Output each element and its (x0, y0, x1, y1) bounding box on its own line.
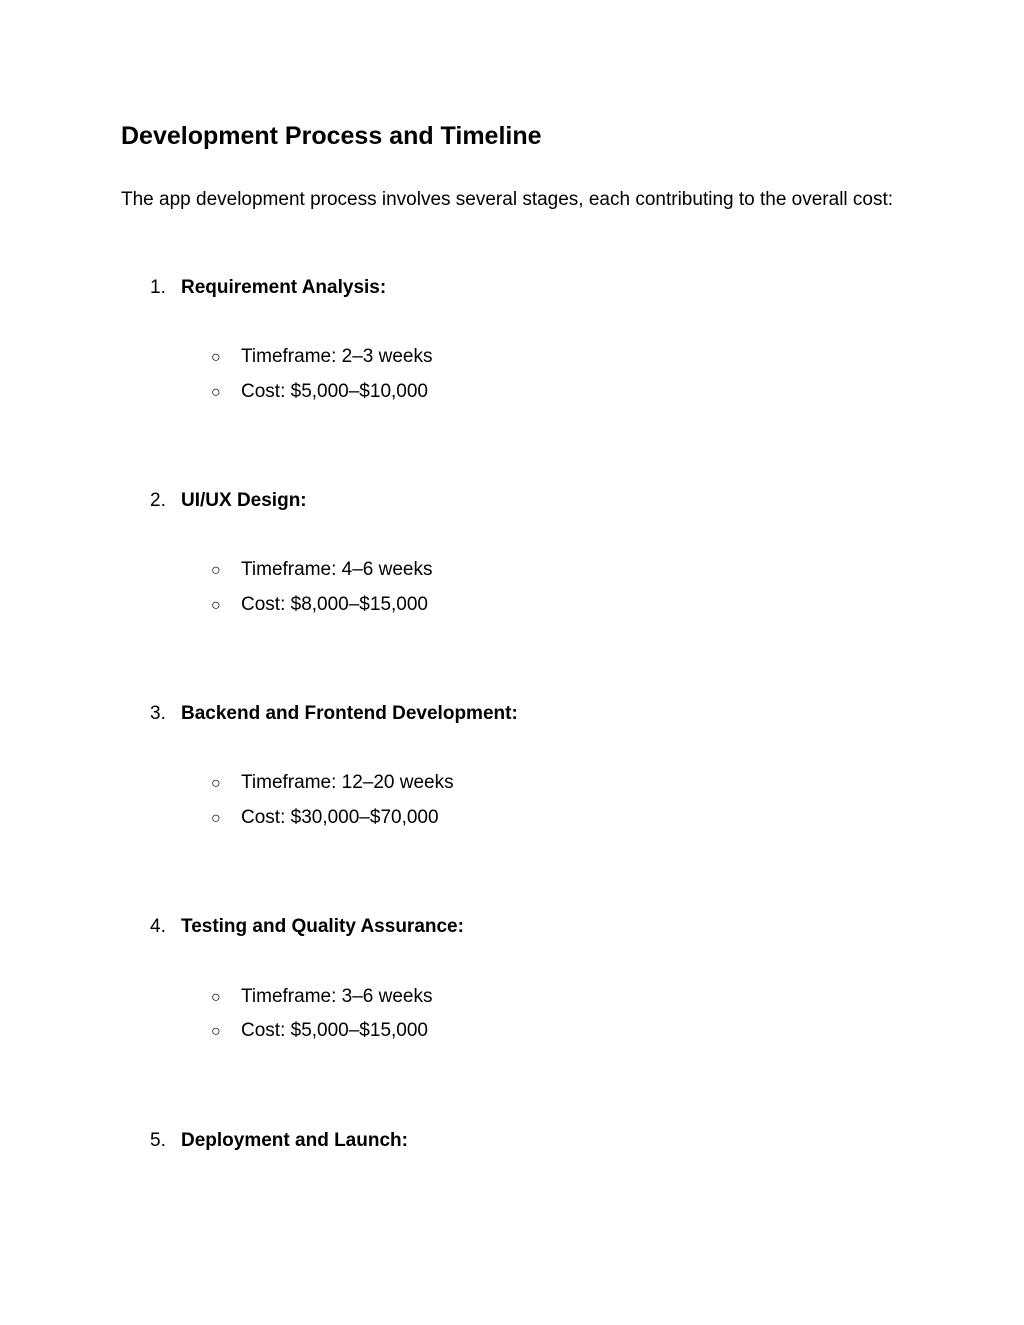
sub-item-cost (211, 803, 439, 833)
detail-text: Cost: $5,000–$10,000 (241, 381, 428, 402)
step-number: 5. (150, 1130, 166, 1151)
circle-bullet-icon: ○ (211, 349, 221, 366)
page-title: Development Process and Timeline (121, 122, 542, 150)
step-title: Requirement Analysis: (181, 277, 387, 298)
step-number: 3. (150, 703, 166, 724)
step-number: 4. (150, 916, 166, 937)
circle-bullet-icon: ○ (211, 989, 221, 1006)
sub-item-timeframe (211, 342, 432, 372)
detail-text: Cost: $5,000–$15,000 (241, 1020, 428, 1041)
list-item-step-2 (150, 486, 307, 516)
sub-item-cost (211, 377, 428, 407)
detail-text: Timeframe: 3–6 weeks (241, 986, 433, 1007)
list-item-step-3 (150, 699, 518, 729)
list-item-step-5 (150, 1126, 408, 1156)
step-title: Backend and Frontend Development: (181, 703, 518, 724)
detail-text: Timeframe: 2–3 weeks (241, 346, 433, 367)
detail-text: Timeframe: 4–6 weeks (241, 559, 433, 580)
intro-paragraph: The app development process involves several stages, each contributing to the overall cost: (121, 189, 894, 210)
step-number: 2. (150, 490, 166, 511)
detail-text: Cost: $30,000–$70,000 (241, 807, 439, 828)
circle-bullet-icon: ○ (211, 597, 221, 614)
sub-item-cost (211, 1016, 428, 1046)
sub-item-timeframe (211, 768, 454, 798)
sub-item-cost (211, 590, 428, 620)
list-item-step-1 (150, 273, 386, 303)
circle-bullet-icon: ○ (211, 1023, 221, 1040)
list-item-step-4 (150, 912, 464, 942)
step-number: 1. (150, 277, 166, 298)
step-title: Deployment and Launch: (181, 1130, 408, 1151)
circle-bullet-icon: ○ (211, 810, 221, 827)
detail-text: Cost: $8,000–$15,000 (241, 594, 428, 615)
sub-item-timeframe (211, 555, 432, 585)
detail-text: Timeframe: 12–20 weeks (241, 772, 454, 793)
circle-bullet-icon: ○ (211, 562, 221, 579)
sub-item-timeframe (211, 982, 432, 1012)
step-title: Testing and Quality Assurance: (181, 916, 464, 937)
circle-bullet-icon: ○ (211, 775, 221, 792)
step-title: UI/UX Design: (181, 490, 307, 511)
circle-bullet-icon: ○ (211, 384, 221, 401)
